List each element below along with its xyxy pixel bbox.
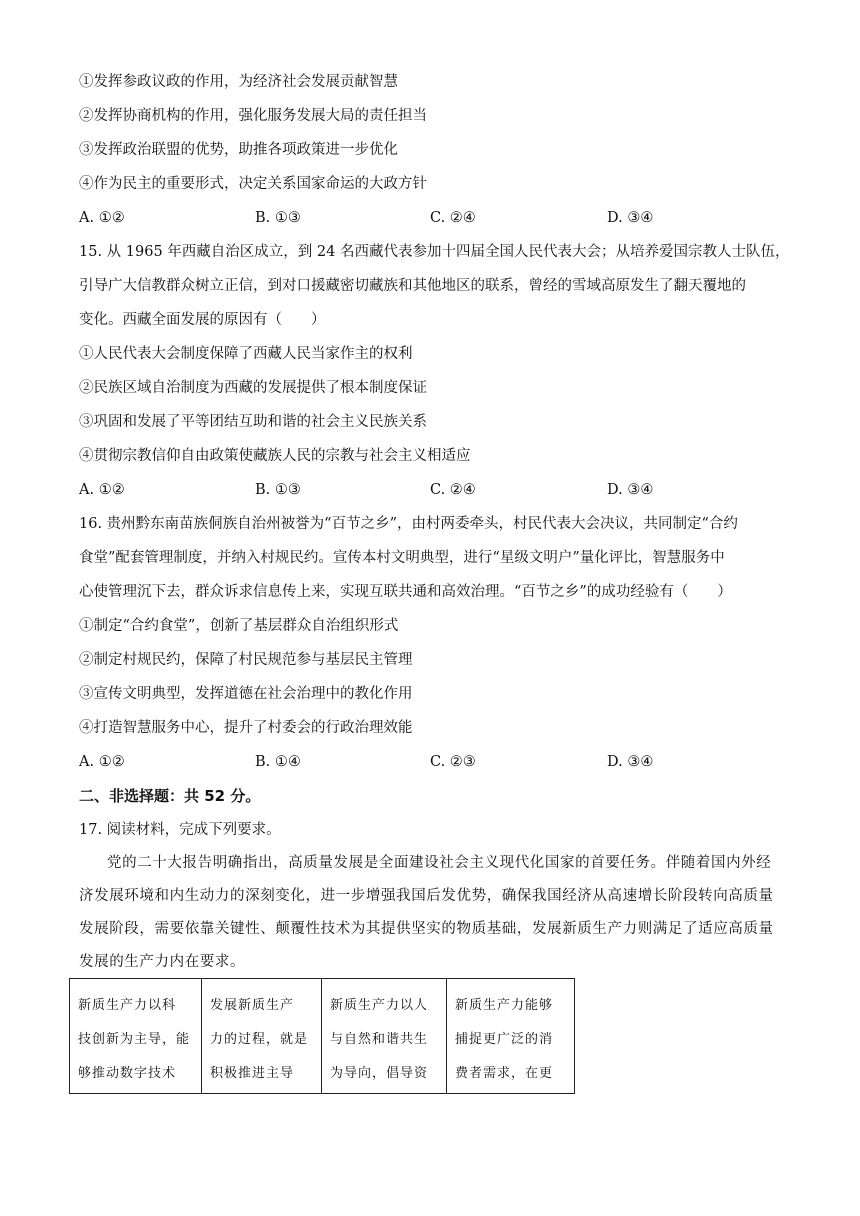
q17-material-line-2: 济发展环境和内生动力的深刻变化，进一步增强我国后发优势，确保我国经济从高速增长阶段转向高质量 xyxy=(79,888,774,904)
q14-option-2: ②发挥协商机构的作用，强化服务发展大局的责任担当 xyxy=(79,108,427,124)
table-row xyxy=(70,979,575,1094)
q15-option-2: ②民族区域自治制度为西藏的发展提供了根本制度保证 xyxy=(79,380,427,396)
cell-line: 新质生产力以科 xyxy=(78,998,177,1013)
cell-line: 积极推进主导 xyxy=(210,1066,295,1081)
q15-choice-c[interactable]: C. ②④ xyxy=(430,482,476,498)
q15-option-1: ①人民代表大会制度保障了西藏人民当家作主的权利 xyxy=(79,346,413,362)
cell-line: 费者需求，在更 xyxy=(455,1066,554,1081)
cell-line: 够推动数字技术 xyxy=(78,1066,177,1081)
q14-option-3: ③发挥政治联盟的优势，助推各项政策进一步优化 xyxy=(79,142,398,158)
cell-line: 与自然和谐共生 xyxy=(330,1032,429,1047)
cell-line: 新质生产力以人 xyxy=(330,998,429,1013)
table-cell-2 xyxy=(202,979,322,1094)
q14-option-4: ④作为民主的重要形式，决定关系国家命运的大政方针 xyxy=(79,176,427,192)
q16-choices xyxy=(79,752,779,772)
table-cell-3 xyxy=(322,979,447,1094)
q17-material-line-3: 发展阶段，需要依靠关键性、颠覆性技术为其提供坚实的物质基础，发展新质生产力则满足了适应高质量 xyxy=(79,921,774,937)
q14-choice-a[interactable]: A. ①② xyxy=(79,210,125,226)
q15-stem-line-2: 引导广大信教群众树立正信，到对口援藏密切藏族和其他地区的联系，曾经的雪域高原发生了翻天覆地的 xyxy=(79,278,746,294)
q16-option-4: ④打造智慧服务中心，提升了村委会的行政治理效能 xyxy=(79,720,413,736)
q15-choice-b[interactable]: B. ①③ xyxy=(255,482,301,498)
q14-choice-d[interactable]: D. ③④ xyxy=(607,210,654,226)
q15-option-4: ④贯彻宗教信仰自由政策使藏族人民的宗教与社会主义相适应 xyxy=(79,448,471,464)
q16-option-2: ②制定村规民约，保障了村民规范参与基层民主管理 xyxy=(79,652,413,668)
q17-material-line-4: 发展的生产力内在要求。 xyxy=(79,954,246,970)
q16-choice-b[interactable]: B. ①④ xyxy=(255,754,301,770)
section-heading: 二、非选择题：共 52 分。 xyxy=(79,787,261,805)
q15-stem-line-3: 变化。西藏全面发展的原因有（ ） xyxy=(79,312,326,328)
q17-intro: 17. 阅读材料，完成下列要求。 xyxy=(79,822,281,838)
q15-choices xyxy=(79,480,779,500)
q16-choice-c[interactable]: C. ②③ xyxy=(430,754,476,770)
q15-stem-line-1: 15. 从 1965 年西藏自治区成立，到 24 名西藏代表参加十四届全国人民代表大会；从培养爱国宗教人士队伍， xyxy=(79,244,790,260)
q16-stem-line-2: 食堂”配套管理制度，并纳入村规民约。宣传本村文明典型，进行“星级文明户”量化评比，智慧服务中 xyxy=(79,550,725,566)
cell-line: 发展新质生产 xyxy=(210,998,295,1013)
q14-choice-b[interactable]: B. ①③ xyxy=(255,210,301,226)
q15-choice-d[interactable]: D. ③④ xyxy=(607,482,654,498)
q15-option-3: ③巩固和发展了平等团结互助和谐的社会主义民族关系 xyxy=(79,414,427,430)
cell-line: 力的过程，就是 xyxy=(210,1032,309,1047)
q16-choice-a[interactable]: A. ①② xyxy=(79,754,125,770)
cell-line: 为导向，倡导资 xyxy=(330,1066,429,1081)
q16-option-1: ①制定“合约食堂”，创新了基层群众自治组织形式 xyxy=(79,618,399,634)
q16-stem-line-3: 心使管理沉下去，群众诉求信息传上来，实现互联共通和高效治理。“百节之乡”的成功经验有（ ） xyxy=(79,584,732,600)
q14-option-1: ①发挥参政议政的作用，为经济社会发展贡献智慧 xyxy=(79,74,398,90)
cell-line: 技创新为主导，能 xyxy=(78,1032,191,1047)
table-cell-4 xyxy=(447,979,575,1094)
cell-line: 新质生产力能够 xyxy=(455,998,554,1013)
q16-option-3: ③宣传文明典型，发挥道德在社会治理中的教化作用 xyxy=(79,686,413,702)
q14-choices xyxy=(79,208,779,228)
table-cell-1 xyxy=(70,979,202,1094)
material-table xyxy=(69,978,575,1094)
q14-choice-c[interactable]: C. ②④ xyxy=(430,210,476,226)
q15-choice-a[interactable]: A. ①② xyxy=(79,482,125,498)
q16-stem-line-1: 16. 贵州黔东南苗族侗族自治州被誉为“百节之乡”，由村两委牵头，村民代表大会决议，共同制定“合约 xyxy=(79,516,738,532)
cell-line: 捕捉更广泛的消 xyxy=(455,1032,554,1047)
q17-material-line-1: 党的二十大报告明确指出，高质量发展是全面建设社会主义现代化国家的首要任务。伴随着国内外经 xyxy=(107,855,772,871)
q16-choice-d[interactable]: D. ③④ xyxy=(607,754,654,770)
